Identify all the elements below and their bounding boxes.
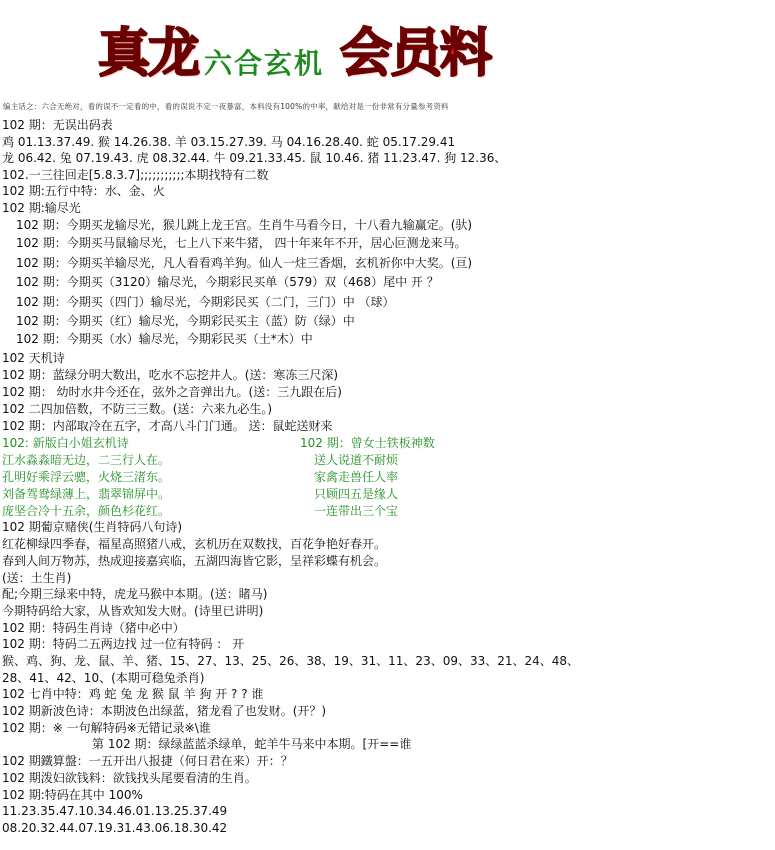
text-line: 配;今期三绿来中特，虎龙马猴中本期。(送：睹马) bbox=[2, 587, 268, 601]
text-line: 08.20.32.44.07.19.31.43.06.18.30.42 bbox=[2, 821, 228, 835]
text-line: 102 期：内部取冷在五字，才高八斗门门通。 送：鼠蛇送财来 bbox=[2, 419, 333, 433]
text-line: 102 期：今期买龙输尽光，猴儿跳上龙王宫。生肖牛马看今日，十八看九输赢定。(驮) bbox=[16, 218, 473, 232]
text-line: 28、41、42、10、(本期可稳兔杀肖) bbox=[2, 671, 205, 685]
text-line: 102 期新波色诗：本期波色出绿蓝，猪龙看了也发财。(开？) bbox=[2, 704, 327, 718]
text-line: 102 七肖中特：鸡 蛇 兔 龙 猴 鼠 羊 狗 开 ? ? 谁 bbox=[2, 687, 264, 701]
text-line: 102 天机诗 bbox=[2, 351, 65, 365]
text-line: 102 期：今期买（红）输尽光，今期彩民买主（蓝）防（绿）中 bbox=[16, 314, 355, 328]
text-line: 102 期：今期买（四门）输尽光，今期彩民买（二门，三门）中 （球） bbox=[16, 295, 395, 309]
text-line: 11.23.35.47.10.34.46.01.13.25.37.49 bbox=[2, 804, 228, 818]
header-banner bbox=[0, 0, 775, 96]
text-line: 102 期泼妇欲钱料：欲钱找头尾要看清的生肖。 bbox=[2, 771, 257, 785]
green-right-line: 家禽走兽任人率 bbox=[314, 470, 399, 484]
text-line: 102 期：特码二五两边找 过一位有特码 ： 开 bbox=[2, 637, 245, 651]
text-line: 猴、鸡、狗、龙、鼠、羊、猪、15、27、13、25、26、38、19、31、11、23、09、33、21、24、48、 bbox=[2, 654, 580, 668]
green-left-line: 庞坚合冷十五余，颜色杉花红。 bbox=[2, 504, 171, 518]
green-right-line: 只顾四五是缘人 bbox=[314, 487, 399, 501]
text-line: (送：土生肖) bbox=[2, 571, 72, 585]
text-line: 102.一三往回走[5.8.3.7];;;;;;;;;;;本期找特有二数 bbox=[2, 168, 269, 182]
banner-title-part3: 会员料 bbox=[340, 23, 491, 84]
text-line: 102 期:特码在其中 100% bbox=[2, 788, 143, 802]
notice-text: 编主话之：六合无绝对，看的误不一定看的中，看的误说不定一夜暴富，本料没有100%的中率，献给对是一份非常有分量参考资料 bbox=[3, 102, 449, 111]
green-right-line: 一连带出三个宝 bbox=[314, 504, 399, 518]
text-line: 102 二四加倍数，不防三三数。(送：六来九必生。) bbox=[2, 402, 273, 416]
text-line: 龙 06.42. 兔 07.19.43. 虎 08.32.44. 牛 09.21.33.45. 鼠 10.46. 猪 11.23.47. 狗 12.36、 bbox=[2, 151, 507, 165]
text-line: 102 期：特码生肖诗（猪中必中） bbox=[2, 621, 185, 635]
green-left-line: 孔明好乘浮云骢，火烧三渚东。 bbox=[2, 470, 171, 484]
text-line: 102 期：今期买（3120）输尽光，今期彩民买单（579）双（468）尾中 开 ？ bbox=[16, 275, 439, 289]
text-line: 春到人间万物苏，热成迎接嘉宾临，五湖四海皆它影，呈祥彩蝶有机会。 bbox=[2, 554, 387, 568]
text-line: 鸡 01.13.37.49. 猴 14.26.38. 羊 03.15.27.39. 马 04.16.28.40. 蛇 05.17.29.41 bbox=[2, 135, 456, 149]
green-left-line: 刘备驾鸯绿薄上，翡翠锦屏中。 bbox=[2, 487, 171, 501]
green-right-line: 送人说道不耐烦 bbox=[314, 453, 399, 467]
text-line: 102 期:五行中特：水、金、火 bbox=[2, 184, 165, 198]
text-line: 102 期：今期买马鼠输尽光，七上八下来牛猪， 四十年来年不开，居心叵测龙来马。 bbox=[16, 236, 467, 250]
text-line: 第 102 期：绿绿蓝蓝杀绿单，蛇羊牛马来中本期。[开==谁 bbox=[92, 737, 412, 751]
text-line: 102 期：今期买（水）输尽光，今期彩民买（土*木）中 bbox=[16, 332, 313, 346]
green-left-line: 江水淼淼暗无边，二三行人在。 bbox=[2, 453, 171, 467]
text-line: 102 期：今期买羊输尽光，凡人看看鸡羊狗。仙人一炷三香烟，玄机祈你中大奖。(亘) bbox=[16, 256, 473, 270]
text-line: 102 期：蓝绿分明大数出，吃水不忘挖井人。(送：寒冻三尺深) bbox=[2, 368, 339, 382]
green-right-line: 102 期：曾女士铁板神数 bbox=[300, 436, 435, 450]
banner-title-part2: 六合玄机 bbox=[204, 47, 325, 80]
text-line: 102 期鐵算盤：一五开出八报捷（何日君在来）开：？ bbox=[2, 754, 293, 768]
text-line: 今期特码给大家，从皆欢知发大财。(诗里已讲明) bbox=[2, 604, 264, 618]
text-line: 102 期： 幼时水井今还在，弦外之音弹出九。(送：三九跟在后) bbox=[2, 385, 342, 399]
text-line: 102 期：无误出码表 bbox=[2, 118, 113, 132]
banner-title-part1: 真龙 bbox=[98, 23, 199, 84]
text-line: 102 期：※ 一句解特码※无错记录※\谁 bbox=[2, 721, 211, 735]
green-left-line: 102: 新版白小姐玄机诗 bbox=[2, 436, 129, 450]
text-line: 102 期:输尽光 bbox=[2, 201, 81, 215]
text-line: 红花柳绿四季春，福星高照猪八戒，玄机历在双数找，百花争艳好春开。 bbox=[2, 537, 387, 551]
text-line: 102 期葡京赌侠(生肖特码八句诗) bbox=[2, 520, 183, 534]
